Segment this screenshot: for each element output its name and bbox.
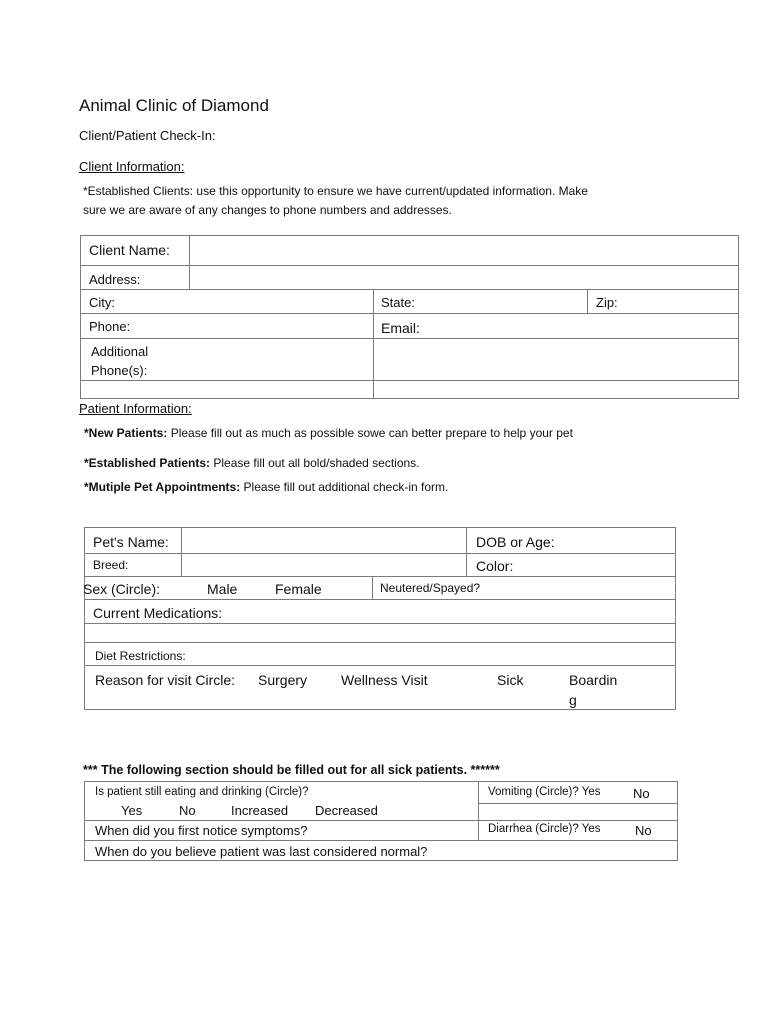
- client-name-field[interactable]: [191, 237, 737, 264]
- symptoms-field[interactable]: [330, 822, 476, 839]
- email-label: Email:: [381, 320, 420, 336]
- zip-field[interactable]: [622, 291, 737, 312]
- additional-phone-field[interactable]: [375, 340, 737, 379]
- dob-label: DOB or Age:: [476, 534, 555, 550]
- reason-option-boarding[interactable]: Boardin: [569, 672, 618, 688]
- established-patients-note: [84, 457, 420, 469]
- table-rule: [84, 623, 676, 624]
- state-field[interactable]: [420, 291, 585, 312]
- state-label: State:: [381, 295, 415, 310]
- established-bold: *Established Patients:: [84, 456, 211, 470]
- table-rule: [84, 840, 678, 841]
- vomiting-label[interactable]: Vomiting (Circle)? Yes: [488, 786, 601, 798]
- table-rule: [478, 803, 678, 804]
- color-field[interactable]: [520, 555, 674, 575]
- page-subtitle: Client/Patient Check-In:: [79, 128, 216, 143]
- phone-field[interactable]: [140, 315, 371, 337]
- new-patients-text: Please fill out as much as possible sowe can better prepare to help your pet: [167, 426, 573, 440]
- client-name-label: Client Name:: [89, 242, 170, 258]
- diet-field[interactable]: [205, 644, 674, 664]
- multiple-bold: *Mutiple Pet Appointments:: [84, 480, 241, 494]
- additional-phone-label-2: Phone(s):: [91, 363, 148, 378]
- table-rule: [80, 289, 739, 290]
- eating-option-decreased[interactable]: Decreased: [315, 803, 378, 818]
- table-rule: [189, 235, 190, 289]
- last-normal-label: When do you believe patient was last considered normal?: [95, 844, 428, 859]
- sex-option-female[interactable]: Female: [275, 581, 322, 597]
- diarrhea-label[interactable]: Diarrhea (Circle)? Yes: [488, 823, 601, 835]
- multiple-pets-note: [84, 481, 448, 493]
- medications-field[interactable]: [240, 601, 674, 622]
- reason-option-surgery[interactable]: Surgery: [258, 672, 308, 688]
- additional-phone-label: Additional: [91, 344, 149, 359]
- vomiting-option-no[interactable]: No: [633, 786, 650, 801]
- medications-label: Current Medications:: [93, 605, 223, 621]
- established-text: Please fill out all bold/shaded sections.: [210, 456, 420, 470]
- table-rule: [84, 665, 676, 666]
- reason-option-boarding-wrap: g: [569, 692, 577, 708]
- last-normal-field[interactable]: [452, 842, 676, 860]
- table-rule: [84, 642, 676, 643]
- table-rule: [80, 265, 739, 266]
- table-rule: [84, 820, 678, 821]
- diarrhea-option-no[interactable]: No: [635, 823, 652, 838]
- zip-label: Zip:: [596, 295, 618, 310]
- city-field[interactable]: [125, 291, 371, 312]
- table-rule: [466, 527, 467, 576]
- breed-label: Breed:: [93, 558, 129, 572]
- table-rule: [84, 576, 676, 577]
- city-label: City:: [89, 295, 115, 310]
- eating-label: Is patient still eating and drinking (Circle)?: [95, 786, 309, 798]
- table-rule: [478, 781, 479, 840]
- table-rule: [181, 527, 182, 576]
- table-rule: [373, 289, 374, 399]
- table-rule: [587, 289, 588, 313]
- client-note-line2: sure we are aware of any changes to phone numbers and addresses.: [83, 203, 452, 217]
- table-rule: [80, 380, 739, 381]
- pet-name-field[interactable]: [183, 529, 464, 552]
- reason-label: Reason for visit Circle:: [95, 672, 236, 688]
- client-info-heading: Client Information:: [79, 159, 185, 174]
- eating-option-increased[interactable]: Increased: [231, 803, 289, 818]
- dob-field[interactable]: [562, 529, 674, 552]
- new-patients-bold: *New Patients:: [84, 426, 168, 440]
- eating-option-no[interactable]: No: [179, 803, 196, 818]
- new-patients-note: [84, 427, 573, 439]
- pet-name-label: Pet's Name:: [93, 534, 169, 550]
- table-rule: [80, 338, 739, 339]
- table-rule: [80, 313, 739, 314]
- reason-option-wellness[interactable]: Wellness Visit: [341, 672, 428, 688]
- sick-section-heading: *** The following section should be filled out for all sick patients. ******: [83, 763, 500, 777]
- phone-label: Phone:: [89, 319, 131, 334]
- client-note-line1: *Established Clients: use this opportunity to ensure we have current/updated information. Make: [83, 184, 588, 198]
- reason-option-sick[interactable]: Sick: [497, 672, 524, 688]
- eating-option-yes[interactable]: Yes: [121, 803, 143, 818]
- email-field[interactable]: [425, 315, 737, 337]
- sex-label: Sex (Circle):: [83, 581, 161, 597]
- breed-field[interactable]: [183, 555, 464, 575]
- color-label: Color:: [476, 558, 514, 574]
- table-rule: [84, 553, 676, 554]
- diet-label: Diet Restrictions:: [95, 649, 186, 663]
- table-rule: [372, 576, 373, 599]
- table-rule: [84, 599, 676, 600]
- patient-info-heading: Patient Information:: [79, 401, 192, 416]
- address-label: Address:: [89, 272, 141, 287]
- clinic-name: Animal Clinic of Diamond: [79, 96, 269, 115]
- sex-option-male[interactable]: Male: [207, 581, 238, 597]
- multiple-text: Please fill out additional check-in form.: [240, 480, 449, 494]
- neutered-label: Neutered/Spayed?: [380, 581, 481, 595]
- symptoms-label: When did you first notice symptoms?: [95, 823, 308, 838]
- address-field[interactable]: [191, 267, 737, 288]
